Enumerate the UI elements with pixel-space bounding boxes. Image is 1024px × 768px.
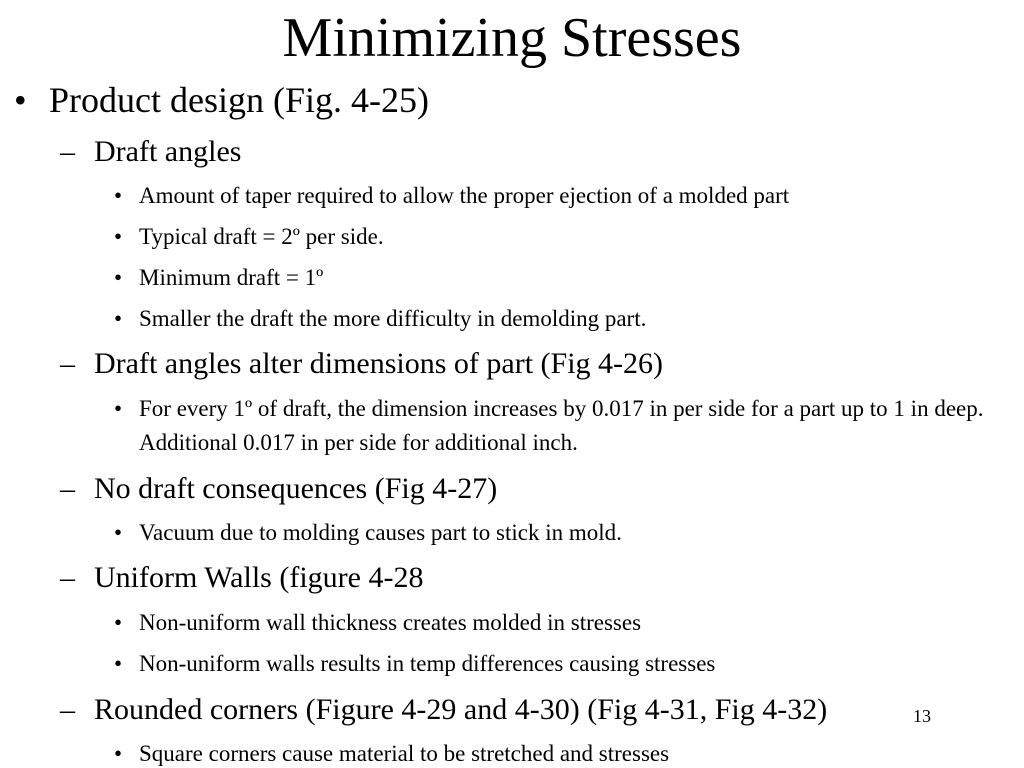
bullet-marker: • bbox=[114, 183, 123, 208]
detail-bullet-text: Amount of taper required to allow the proper ejection of a molded part bbox=[139, 183, 790, 208]
detail-bullet-text: Smaller the draft the more difficulty in demolding part. bbox=[139, 306, 647, 331]
dash-marker: – bbox=[60, 135, 75, 168]
detail-bullet-text: For every 1º of draft, the dimension increases by 0.017 in per side for a part up to 1 in deep. Additional 0.017 in per side for additional inch. bbox=[139, 396, 984, 455]
sub-bullet-text: Draft angles alter dimensions of part (Fig 4-26) bbox=[94, 347, 664, 380]
page-number: 13 bbox=[913, 706, 931, 726]
bullet-marker: • bbox=[114, 224, 123, 249]
detail-bullet-text: Square corners cause material to be stretched and stresses bbox=[139, 741, 670, 766]
bullet-marker: • bbox=[114, 741, 123, 766]
detail-bullet-text: Minimum draft = 1º bbox=[139, 265, 324, 290]
bullet-marker: • bbox=[114, 520, 123, 545]
dash-marker: – bbox=[60, 472, 75, 505]
detail-bullet-text: Vacuum due to molding causes part to stick in mold. bbox=[139, 520, 622, 545]
bullet-marker: • bbox=[114, 265, 123, 290]
sub-bullet-text: Rounded corners (Figure 4-29 and 4-30) (Fig 4-31, Fig 4-32) bbox=[94, 693, 828, 726]
sub-bullet-text: Uniform Walls (figure 4-28 bbox=[94, 561, 424, 594]
detail-bullet-text: Typical draft = 2º per side. bbox=[139, 224, 384, 249]
bullet-text: Product design (Fig. 4-25) bbox=[49, 80, 429, 120]
bullet-marker: • bbox=[114, 396, 123, 421]
bullet-marker: • bbox=[114, 306, 123, 331]
dash-marker: – bbox=[60, 561, 75, 594]
bullet-marker: • bbox=[114, 610, 123, 635]
bullet-marker: • bbox=[14, 80, 27, 120]
sub-bullet-text: Draft angles bbox=[94, 135, 242, 168]
sub-bullet-text: No draft consequences (Fig 4-27) bbox=[94, 472, 498, 505]
dash-marker: – bbox=[60, 693, 75, 726]
detail-bullet-text: Non-uniform wall thickness creates molded in stresses bbox=[139, 610, 642, 635]
slide-title: Minimizing Stresses bbox=[282, 7, 742, 69]
dash-marker: – bbox=[60, 347, 75, 380]
bullet-marker: • bbox=[114, 651, 123, 676]
detail-bullet-text: Non-uniform walls results in temp differences causing stresses bbox=[139, 651, 716, 676]
